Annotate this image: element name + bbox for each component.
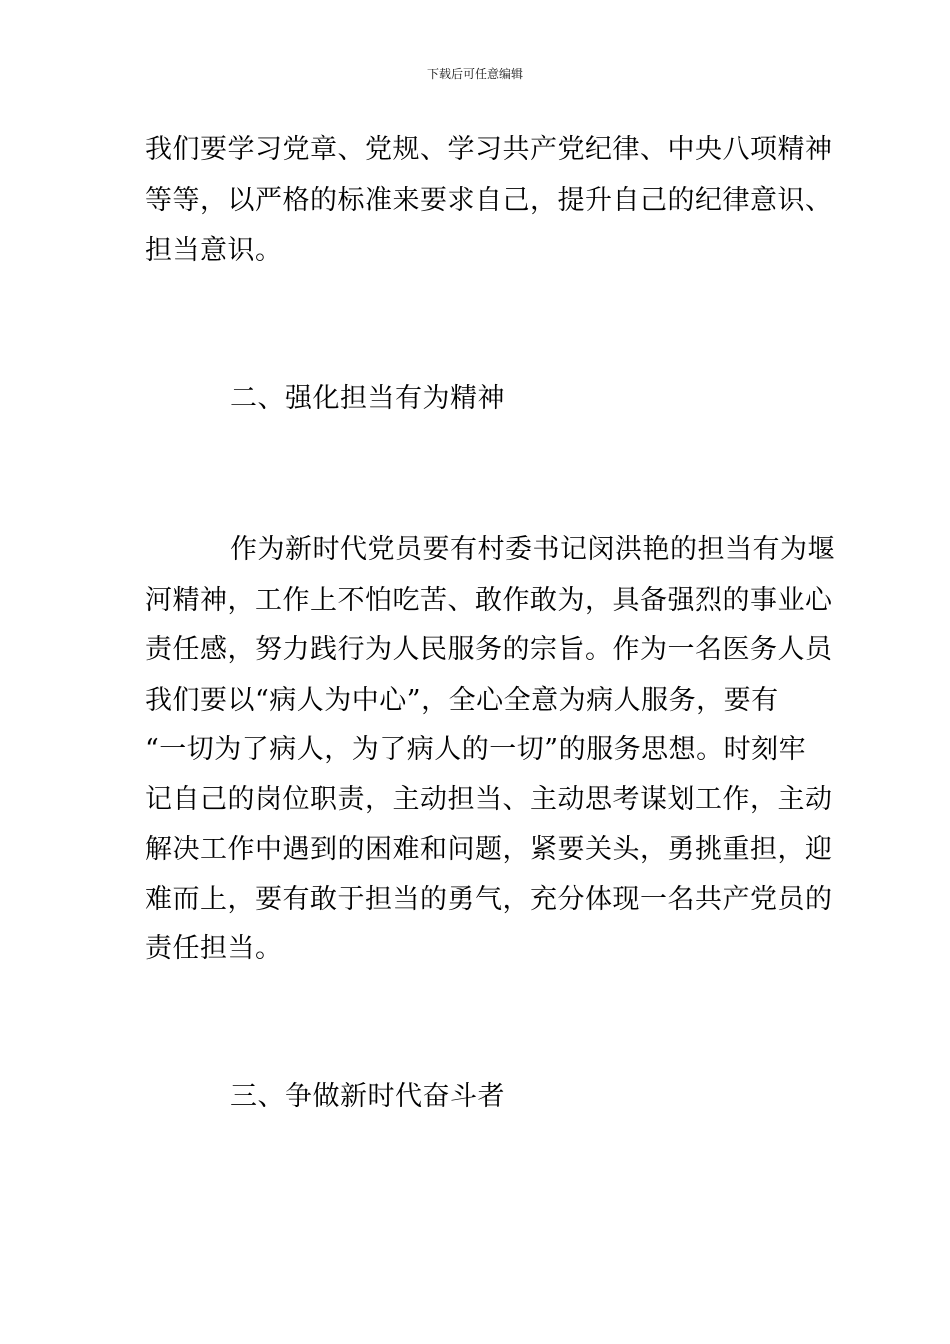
paragraph-line: 担当意识。 [145, 235, 283, 266]
section-heading-2: 二、强化担当有为精神 [230, 383, 505, 414]
paragraph-line: 解决工作中遇到的困难和问题，紧要关头，勇挑重担，迎 [145, 834, 833, 865]
paragraph-line: 责任担当。 [145, 933, 283, 964]
paragraph-line: “一切为了病人，为了病人的一切”的服务思想。时刻牢 [145, 734, 807, 765]
paragraph-line: 等等，以严格的标准来要求自己，提升自己的纪律意识、 [145, 185, 833, 216]
section-heading-3: 三、争做新时代奋斗者 [230, 1081, 505, 1112]
paragraph-line: 难而上，要有敢于担当的勇气，充分体现一名共产党员的 [145, 884, 833, 915]
paragraph-line: 我们要学习党章、党规、学习共产党纪律、中央八项精神 [145, 134, 833, 165]
paragraph-line: 河精神，工作上不怕吃苦、敢作敢为，具备强烈的事业心 [145, 585, 833, 616]
paragraph-line: 我们要以“病人为中心”，全心全意为病人服务，要有 [145, 685, 779, 716]
paragraph-line: 责任感，努力践行为人民服务的宗旨。作为一名医务人员 [145, 634, 833, 665]
paragraph-line: 记自己的岗位职责，主动担当、主动思考谋划工作，主动 [145, 784, 833, 815]
paragraph-line: 作为新时代党员要有村委书记闵洪艳的担当有为堰 [230, 534, 835, 565]
page-header-note: 下载后可任意编辑 [426, 67, 523, 81]
